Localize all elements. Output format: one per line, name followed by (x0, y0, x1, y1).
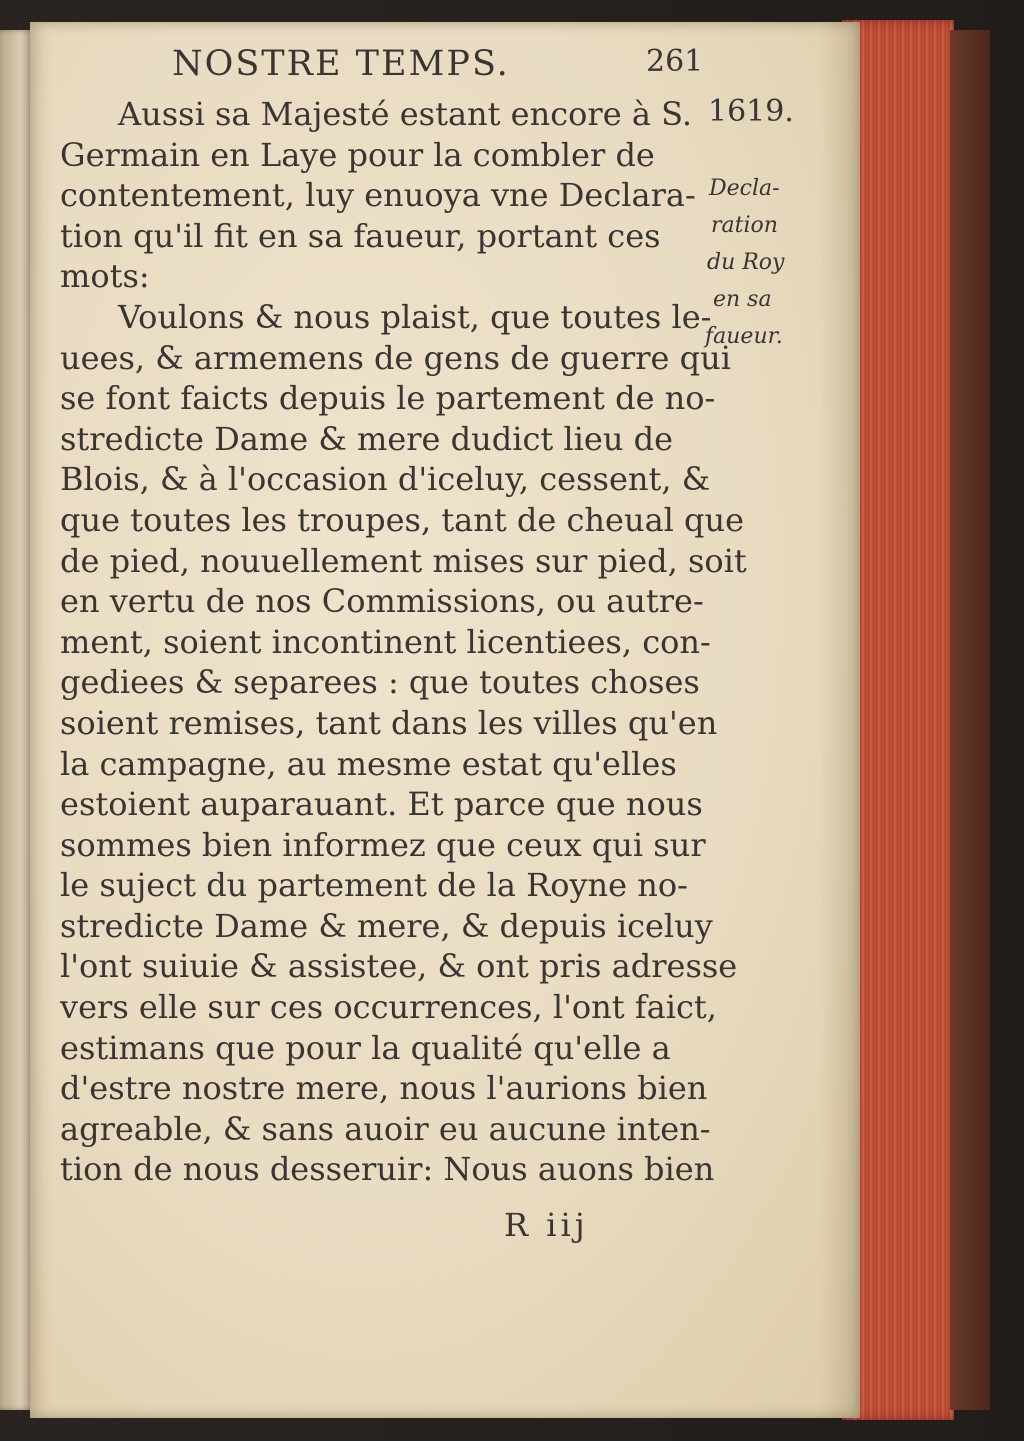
text-line: sommes bien informez que ceux qui sur (60, 825, 706, 864)
text-line: vers elle sur ces occurrences, l'ont faict, (60, 988, 717, 1027)
text-line: d'estre nostre mere, nous l'aurions bien (60, 1069, 708, 1108)
text-line: que toutes les troupes, tant de cheual que (60, 500, 745, 539)
margin-note-line: faueur. (705, 324, 783, 349)
text-line: soient remises, tant dans les villes qu'en (60, 703, 718, 742)
text-line: uees, & armemens de gens de guerre qui (60, 338, 731, 377)
text-line: estimans que pour la qualité qu'elle a (60, 1028, 671, 1067)
text-line: gediees & separees : que toutes choses (60, 663, 700, 702)
signature-mark: R iij (504, 1206, 589, 1244)
text-line: contentement, luy enuoya vne Declara- (60, 176, 696, 215)
margin-note-line: Decla- (709, 176, 780, 201)
running-title: NOSTRE TEMPS. (172, 44, 510, 84)
text-line: agreable, & sans auoir eu aucune inten- (60, 1109, 711, 1148)
margin-note-line: ration (711, 213, 778, 238)
text-line: se font faicts depuis le partement de no- (60, 379, 716, 418)
text-line: Voulons & nous plaist, que toutes le- (118, 297, 712, 336)
text-line: stredicte Dame & mere, & depuis iceluy (60, 906, 713, 945)
margin-year: 1619. (708, 94, 794, 129)
text-line: estoient auparauant. Et parce que nous (60, 785, 703, 824)
text-line: de pied, nouuellement mises sur pied, soit (60, 541, 747, 580)
text-line: Germain en Laye pour la combler de (60, 135, 655, 174)
text-line: Aussi sa Majesté estant encore à S. (118, 95, 693, 133)
margin-note (707, 170, 802, 355)
page-number: 261 (646, 44, 704, 79)
text-line: la campagne, au mesme estat qu'elles (60, 744, 677, 783)
text-line: tion qu'il fit en sa faueur, portant ces (60, 216, 661, 255)
text-line: l'ont suiuie & assistee, & ont pris adresse (60, 947, 738, 986)
margin-note-line: du Roy (707, 250, 785, 275)
text-line: en vertu de nos Commissions, ou autre- (60, 582, 704, 621)
text-line: ment, soient incontinent licentiees, con- (60, 622, 711, 661)
text-line: stredicte Dame & mere dudict lieu de (60, 419, 674, 458)
text-line: le suject du partement de la Royne no- (60, 866, 688, 905)
text-line: tion de nous desseruir: Nous auons bien (60, 1150, 715, 1189)
text-line: mots: (60, 257, 150, 296)
text-line: Blois, & à l'occasion d'iceluy, cessent, & (60, 460, 711, 499)
facing-page-edge (0, 30, 34, 1410)
margin-note-line: en sa (713, 287, 772, 312)
book-cover-edge (950, 30, 990, 1410)
